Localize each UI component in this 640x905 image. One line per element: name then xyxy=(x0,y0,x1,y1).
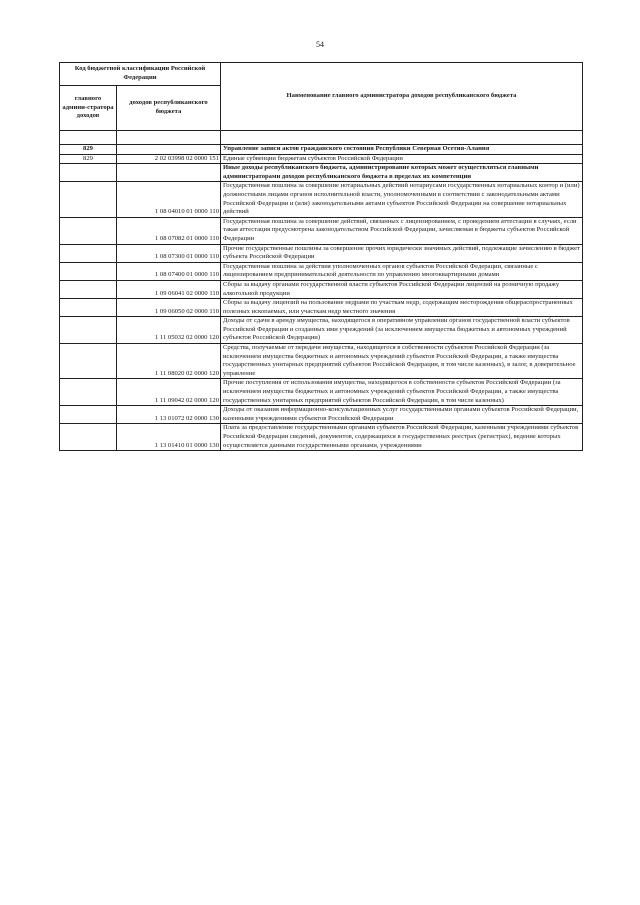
table-row xyxy=(60,182,583,217)
revenue-code-cell: 1 13 01410 01 0000 130 xyxy=(117,424,221,451)
page-number: 54 xyxy=(316,40,324,49)
admin-code-cell xyxy=(60,262,117,280)
table-row xyxy=(60,424,583,451)
revenue-code-cell: 1 09 06050 02 0000 110 xyxy=(117,299,221,317)
revenue-name-cell: Единые субвенции бюджетам субъектов Российской Федерации xyxy=(221,154,583,164)
revenue-name-cell: Государственная пошлина за действия уполномоченных органов субъектов Российской Федерации, связанные с лицензированием предпринимательской деятельности по управлению многоквартирными домами xyxy=(221,262,583,280)
table-row xyxy=(60,317,583,344)
admin-code-cell xyxy=(60,280,117,298)
table-row xyxy=(60,145,583,155)
header-administrator-name: Наименование главного администратора доходов республиканского бюджета xyxy=(221,63,583,131)
admin-code-cell xyxy=(60,379,117,406)
spacer-row xyxy=(60,131,583,145)
table-row xyxy=(60,154,583,164)
table-row xyxy=(60,406,583,424)
revenue-code-cell: 1 08 07082 01 0000 110 xyxy=(117,217,221,244)
revenue-name-cell: Иные доходы республиканского бюджета, администрирование которых может осуществляться главными администраторами доходов республиканского бюджета в пределах их компетенции xyxy=(221,164,583,182)
table-body xyxy=(60,145,583,451)
revenue-code-cell: 1 09 06041 02 0000 110 xyxy=(117,280,221,298)
table-row xyxy=(60,344,583,379)
revenue-code-cell xyxy=(117,164,221,182)
table-row xyxy=(60,379,583,406)
revenue-code-cell xyxy=(117,145,221,155)
admin-code-cell xyxy=(60,164,117,182)
header-classification-code: Код бюджетной классификации Российской Федерации xyxy=(60,63,221,86)
revenue-code-cell: 1 11 08020 02 0000 120 xyxy=(117,344,221,379)
revenue-code-cell: 2 02 03998 02 0000 151 xyxy=(117,154,221,164)
admin-code-cell xyxy=(60,244,117,262)
admin-code-cell xyxy=(60,344,117,379)
admin-code-cell xyxy=(60,217,117,244)
header-revenue-column: доходов республиканского бюджета xyxy=(117,86,221,131)
revenue-name-cell: Сборы за выдачу лицензий на пользование недрами по участкам недр, содержащим месторождения общераспространенных полезных ископаемых, или участкам недр местного значения xyxy=(221,299,583,317)
table-row xyxy=(60,244,583,262)
revenue-code-cell: 1 08 07300 01 0000 110 xyxy=(117,244,221,262)
budget-classification-table xyxy=(59,62,583,451)
revenue-name-cell: Доходы от сдачи в аренду имущества, находящегося в оперативном управлении органов государственной власти субъектов Российской Федерации и созданных ими учреждений (за исключением имущества бюджетных и автономных учреждений субъектов Российской Федерации) xyxy=(221,317,583,344)
table-row xyxy=(60,217,583,244)
header-admin-column: главного админи-стратора доходов xyxy=(60,86,117,131)
admin-code-cell: 829 xyxy=(60,154,117,164)
admin-code-cell xyxy=(60,424,117,451)
table-header xyxy=(60,63,583,145)
admin-code-cell xyxy=(60,317,117,344)
table-row xyxy=(60,262,583,280)
revenue-code-cell: 1 08 04010 01 0000 110 xyxy=(117,182,221,217)
revenue-name-cell: Государственная пошлина за совершение нотариальных действий нотариусами государственных нотариальных контор и (или) должностными лицами органов исполнительной власти, уполномоченными в соответствии с законодательными актами Российской Федерации и (или) законодательными актами субъектов Российской Федерации на совершение нотариальных действий xyxy=(221,182,583,217)
table-row xyxy=(60,299,583,317)
revenue-name-cell: Прочие поступления от использования имущества, находящегося в собственности субъектов Российской Федерации (за исключением имущества бюджетных и автономных учреждений субъектов Российской Федерации, а также имущества государственных унитарных предприятий субъектов Российской Федерации, в том числе казенных) xyxy=(221,379,583,406)
table-row xyxy=(60,280,583,298)
revenue-code-cell: 1 08 07400 01 0000 110 xyxy=(117,262,221,280)
revenue-name-cell: Прочие государственные пошлины за совершение прочих юридически значимых действий, подлежащие зачислению в бюджет субъекта Российской Федерации xyxy=(221,244,583,262)
admin-code-cell xyxy=(60,299,117,317)
revenue-name-cell: Средства, получаемые от передачи имущества, находящегося в собственности субъектов Российской Федерации (за исключением имущества бюджетных и автономных учреждений субъектов Российской Федерации, а также имущества государственных унитарных предприятий субъектов Российской Федерации, в том числе казенных), в залог, в доверительное управление xyxy=(221,344,583,379)
table-row xyxy=(60,164,583,182)
admin-code-cell xyxy=(60,406,117,424)
revenue-code-cell: 1 13 01072 02 0000 130 xyxy=(117,406,221,424)
revenue-name-cell: Государственная пошлина за совершение действий, связанных с лицензированием, с проведением аттестации в случаях, если такая аттестация предусмотрена законодательством Российской Федерации, зачисляемая в бюджеты субъектов Российской Федерации xyxy=(221,217,583,244)
admin-code-cell: 829 xyxy=(60,145,117,155)
revenue-code-cell: 1 11 09042 02 0000 120 xyxy=(117,379,221,406)
admin-code-cell xyxy=(60,182,117,217)
revenue-name-cell: Сборы за выдачу органами государственной власти субъектов Российской Федерации лицензий на розничную продажу алкогольной продукции xyxy=(221,280,583,298)
revenue-name-cell: Управление записи актов гражданского состояния Республики Северная Осетия-Алания xyxy=(221,145,583,155)
revenue-name-cell: Плата за предоставление государственными органами субъектов Российской Федерации, казенными учреждениями субъектов Российской Федерации сведений, документов, содержащихся в государственных реестрах (регистрах), ведение которых осуществляется данными государственными органами, учреждениями xyxy=(221,424,583,451)
revenue-name-cell: Доходы от оказания информационно-консультационных услуг государственными органами субъектов Российской Федерации, казенными учреждениями субъектов Российской Федерации xyxy=(221,406,583,424)
revenue-code-cell: 1 11 05032 02 0000 120 xyxy=(117,317,221,344)
